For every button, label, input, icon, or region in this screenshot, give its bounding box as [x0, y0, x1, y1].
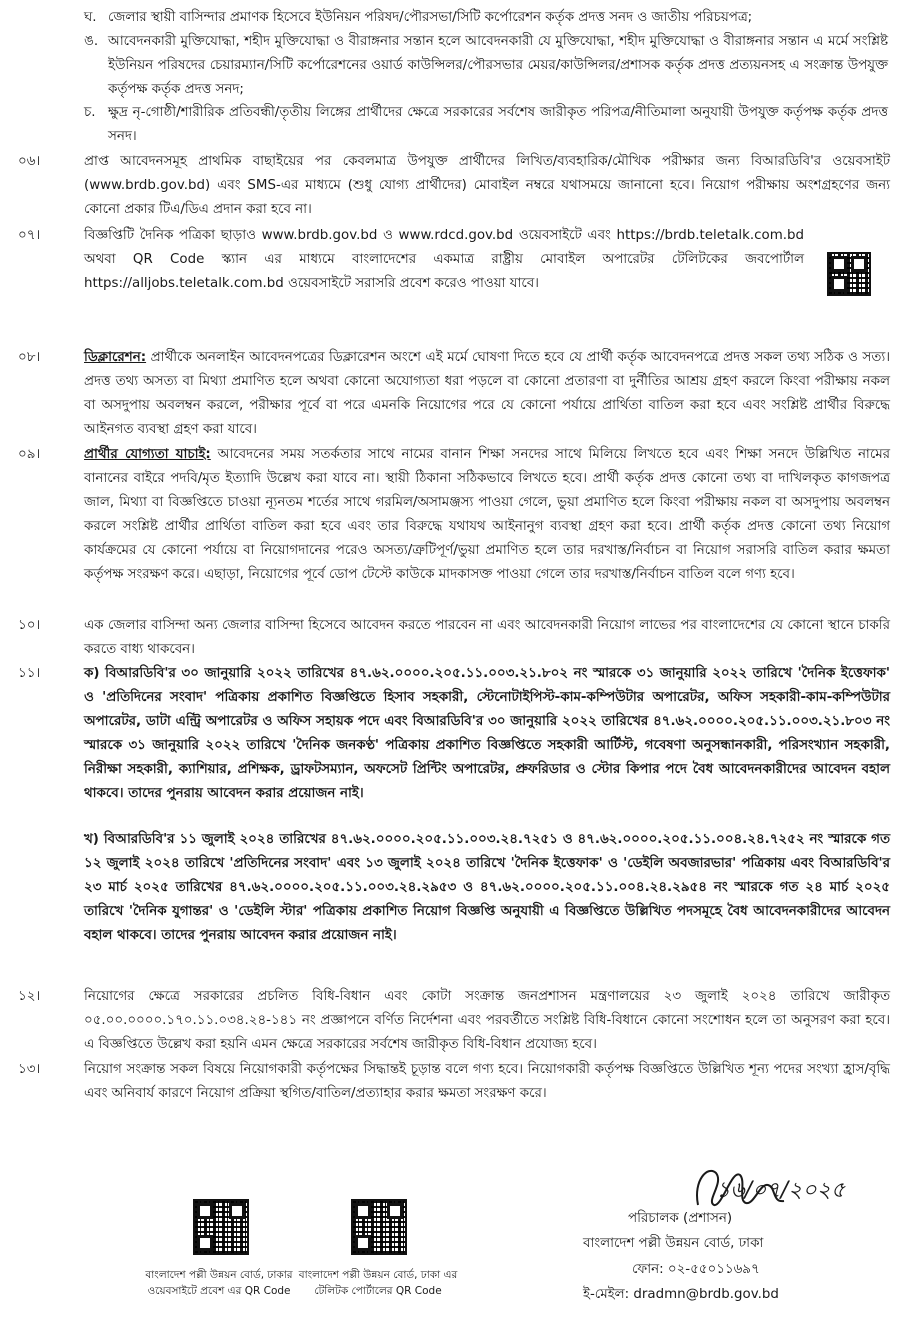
teletalk-portal-qr-code-icon[interactable]	[351, 1199, 407, 1255]
section-number-06: ০৬।	[18, 154, 41, 169]
item-label-umo: ঙ.	[84, 34, 99, 49]
section-number-12: ১২।	[18, 989, 41, 1004]
section-text-08	[84, 346, 890, 442]
section-text-11b: খ) বিআরডিবি'র ১১ জুলাই ২০২৪ তারিখের ৪৭.৬২.০০০০.২০৫.১১.০০৩.২৪.৭২৫১ ও ৪৭.৬২.০০০০.২০৫.১১.০০৪.২৪.৭২৫২ নং স্মারকে গত ১২ জুলাই ২০২৪ তারিখে 'প্রতিদিনের সংবাদ' এবং ১৩ জুলাই ২০২৪ তারিখে 'দৈনিক ইত্তেফাক' ও 'ডেইলি অবজারভার' পত্রিকায় এবং বিআরডিবি'র ২৩ মার্চ ২০২৫ তারিখের ৪৭.৬২.০০০০.২০৫.১১.০০৩.২৪.২৯৫৩ ও ৪৭.৬২.০০০০.২০৫.১১.০০৪.২৪.২৯৫৪ নং স্মারকে গত ২৪ মার্চ ২০২৫ তারিখে 'দৈনিক যুগান্তর' ও 'ডেইলি স্টার' পত্রিকায় প্রকাশিত নিয়োগ বিজ্ঞপ্তি অনুযায়ী এ বিজ্ঞপ্তিতে উল্লিখিত পদসমূহে বৈধ আবেদনকারীদের আবেদন বহাল থাকবে। তাদের পুনরায় আবেদন করার প্রয়োজন নাই।	[84, 832, 890, 943]
item-text-umo: আবেদনকারী মুক্তিযোদ্ধা, শহীদ মুক্তিযোদ্ধা ও বীরাঙ্গনার সন্তান হলে আবেদনকারী যে মুক্তিযোদ্ধা, শহীদ মুক্তিযোদ্ধা ও বীরাঙ্গনার সন্তান এ মর্মে সংশ্লিষ্ট ইউনিয়ন পরিষদের চেয়ারম্যান/সিটি কর্পোরেশনের ওয়ার্ড কাউন্সিলর/পৌরসভার মেয়র/কাউন্সিলর/প্রশাসক কর্তৃক প্রদত্ত প্রত্যয়নসহ এ সংক্রান্ত উপযুক্ত কর্তৃপক্ষ কর্তৃক প্রদত্ত সনদ;	[108, 34, 888, 97]
eligibility-body: আবেদনের সময় সতর্কতার সাথে নামের বানান শিক্ষা সনদের সাথে মিলিয়ে লিখতে হবে এবং শিক্ষা সনদে উল্লিখিত নামের বানানের বাইরে পদবি/মৃত ইত্যাদি উল্লেখ করা যাবে না। স্থায়ী ঠিকানা সঠিকভাবে লিখতে হবে। প্রার্থী কর্তৃক প্রদত্ত কোনো তথ্য বা দাখিলকৃত কাগজপত্র জাল, মিথ্যা বা বিজ্ঞপ্তিতে চাওয়া ন্যূনতম শর্তের সাথে গরমিল/অসামঞ্জস্য পাওয়া গেলে, ভুয়া প্রমাণিত হলে কিংবা পরীক্ষায় নকল বা অসদুপায় অবলম্বন করলে সংশ্লিষ্ট প্রার্থীর প্রার্থিতা বাতিল করা হবে এবং তার বিরুদ্ধে যথাযথ আইনানুগ ব্যবস্থা গ্রহণ করা হবে। প্রার্থী কর্তৃক প্রদত্ত কোনো তথ্য নিয়োগ কার্যক্রমের যে কোনো পর্যায়ে বা নিয়োগদানের পরেও অসত্য/ত্রুটিপূর্ণ/ভুয়া প্রমাণিত হলে তার দরখাস্ত/নির্বাচন বা নিয়োগ সরাসরি বাতিল করার ক্ষমতা কর্তৃপক্ষ সংরক্ষণ করে। এছাড়া, নিয়োগের পূর্বে ডোপ টেস্টে কাউকে মাদকাসক্ত পাওয়া গেলে তার দরখাস্ত/নির্বাচন বাতিল বলে গণ্য হবে।	[84, 447, 891, 582]
item-text-cha: ক্ষুদ্র নৃ-গোষ্ঠী/শারীরিক প্রতিবন্ধী/তৃতীয় লিঙ্গের প্রার্থীদের ক্ষেত্রে সরকারের সর্বশেষ জারীকৃত পরিপত্র/নীতিমালা অনুযায়ী উপযুক্ত কর্তৃপক্ষ কর্তৃক প্রদত্ত সনদ।	[108, 105, 888, 144]
section-text-10: এক জেলার বাসিন্দা অন্য জেলার বাসিন্দা হিসেবে আবেদন করতে পারবেন না এবং আবেদনকারী নিয়োগ লাভের পর বাংলাদেশের যে কোনো স্থানে চাকরি করতে বাধ্য থাকবেন।	[84, 618, 890, 657]
section-number-09: ০৯।	[18, 447, 41, 462]
section-text-06: প্রাপ্ত আবেদনসমূহ প্রাথমিক বাছাইয়ের পর কেবলমাত্র উপযুক্ত প্রার্থীদের লিখিত/ব্যবহারিক/মৌখিক পরীক্ষার জন্য বিআরডিবি'র ওয়েবসাইট (www.brdb.gov.bd) এবং SMS-এর মাধ্যমে (শুধু যোগ্য প্রার্থীদের) মোবাইল নম্বরে যথাসময়ে জানানো হবে। নিয়োগ পরীক্ষায় অংশগ্রহণের জন্য কোনো প্রকার টিএ/ডিএ প্রদান করা হবে না।	[84, 154, 890, 217]
signatory-title: পরিচালক (প্রশাসন)	[628, 1211, 733, 1226]
section-number-10: ১০।	[18, 618, 41, 633]
signature-date: ১৬/০৭/২০২৫	[716, 1178, 846, 1203]
signatory-phone: ফোন: ০২-৫৫০১১৬৯৭	[632, 1262, 760, 1277]
teletalk-qr-code-icon[interactable]	[827, 252, 871, 296]
item-text-gha: জেলার স্থায়ী বাসিন্দার প্রমাণক হিসেবে ইউনিয়ন পরিষদ/পৌরসভা/সিটি কর্পোরেশন কর্তৃক প্রদত্ত সনদ ও জাতীয় পরিচয়পত্র;	[108, 10, 753, 25]
section-text-11a: ক) বিআরডিবি'র ৩০ জানুয়ারি ২০২২ তারিখের ৪৭.৬২.০০০০.২০৫.১১.০০৩.২১.৮০২ নং স্মারকে ৩১ জানুয়ারি ২০২২ তারিখে 'দৈনিক ইত্তেফাক' ও 'প্রতিদিনের সংবাদ' পত্রিকায় প্রকাশিত বিজ্ঞপ্তিতে হিসাব সহকারী, স্টেনোটাইপিস্ট-কাম-কম্পিউটার অপারেটর, অফিস সহকারী-কাম-কম্পিউটার অপারেটর, ডাটা এন্ট্রি অপারেটর ও অফিস সহায়ক পদে এবং বিআরডিবি'র ৩০ জানুয়ারি ২০২২ তারিখের ৪৭.৬২.০০০০.২০৫.১১.০০৩.২১.৮০৩ নং স্মারকে ৩১ জানুয়ারি ২০২২ তারিখে 'দৈনিক জনকণ্ঠ' পত্রিকায় প্রকাশিত বিজ্ঞপ্তিতে সহকারী আর্টিস্ট, গবেষণা অনুসন্ধানকারী, পরিসংখ্যান সহকারী, নিরীক্ষা সহকারী, ক্যাশিয়ার, প্রশিক্ষক, ড্রাফটসম্যান, অফসেট প্রিন্টিং অপারেটর, প্রুফরিডার ও স্টোর কিপার পদে বৈধ আবেদনকারীদের আবেদন বহাল থাকবে। তাদের পুনরায় আবেদন করার প্রয়োজন নাই।	[84, 666, 890, 801]
brdb-website-qr-code-icon[interactable]	[193, 1199, 249, 1255]
section-text-09	[84, 443, 890, 587]
section-number-11: ১১।	[18, 666, 41, 681]
declaration-heading: ডিক্লারেশন:	[84, 350, 147, 365]
signatory-email[interactable]: ই-মেইল: dradmn@brdb.gov.bd	[583, 1287, 779, 1302]
item-label-gha: ঘ.	[84, 10, 97, 25]
section-text-12: নিয়োগের ক্ষেত্রে সরকারের প্রচলিত বিধি-বিধান এবং কোটা সংক্রান্ত জনপ্রশাসন মন্ত্রণালয়ের ২৩ জুলাই ২০২৪ তারিখে জারীকৃত ০৫.০০.০০০০.১৭০.১১.০৩৪.২৪-১৪১ নং প্রজ্ঞাপনে বর্ণিত নির্দেশনা এবং পরবর্তীতে সংশ্লিষ্ট বিধি-বিধানে কোনো সংশোধন হলে তা অনুসরণ করা হবে। এ বিজ্ঞপ্তিতে উল্লেখ করা হয়নি এমন ক্ষেত্রে সরকারের সর্বশেষ জারীকৃত বিধি-বিধান প্রযোজ্য হবে।	[84, 989, 890, 1052]
signatory-organization: বাংলাদেশ পল্লী উন্নয়ন বোর্ড, ঢাকা	[583, 1236, 764, 1251]
section-text-07: বিজ্ঞপ্তিটি দৈনিক পত্রিকা ছাড়াও www.brdb.gov.bd ও www.rdcd.gov.bd ওয়েবসাইটে এবং https://brdb.teletalk.com.bd অথবা QR Code স্ক্যান এর মাধ্যমে বাংলাদেশের একমাত্র রাষ্ট্রীয় মোবাইল অপারেটর টেলিটকের জবপোর্টাল https://alljobs.teletalk.com.bd ওয়েবসাইটে সরাসরি প্রবেশ করেও পাওয়া যাবে।	[84, 228, 804, 291]
brdb-website-qr-caption: বাংলাদেশ পল্লী উন্নয়ন বোর্ড, ঢাকার ওয়েবসাইটে প্রবেশ এর QR Code	[145, 1269, 293, 1297]
section-text-13: নিয়োগ সংক্রান্ত সকল বিষয়ে নিয়োগকারী কর্তৃপক্ষের সিদ্ধান্তই চূড়ান্ত বলে গণ্য হবে। নিয়োগকারী কর্তৃপক্ষ বিজ্ঞপ্তিতে উল্লিখিত শূন্য পদের সংখ্যা হ্রাস/বৃদ্ধি এবং অনিবার্য কারণে নিয়োগ প্রক্রিয়া স্থগিত/বাতিল/প্রত্যাহার করার ক্ষমতা সংরক্ষণ করে।	[84, 1062, 890, 1101]
section-number-08: ০৮।	[18, 350, 41, 365]
section-number-07: ০৭।	[18, 228, 41, 243]
teletalk-portal-qr-caption: বাংলাদেশ পল্লী উন্নয়ন বোর্ড, ঢাকা এর টেলিটক পোর্টালের QR Code	[298, 1269, 458, 1297]
section-number-13: ১৩।	[18, 1062, 41, 1077]
declaration-body: প্রার্থীকে অনলাইন আবেদনপত্রের ডিক্লারেশন অংশে এই মর্মে ঘোষণা দিতে হবে যে প্রার্থী কর্তৃক আবেদনপত্রে প্রদত্ত সকল তথ্য সঠিক ও সত্য। প্রদত্ত তথ্য অসত্য বা মিথ্যা প্রমাণিত হলে অথবা কোনো অযোগ্যতা ধরা পড়লে বা কোনো প্রতারণা বা দুর্নীতির আশ্রয় গ্রহণ করলে কিংবা পরীক্ষায় নকল বা অসদুপায় অবলম্বন করলে, পরীক্ষার পূর্বে বা পরে এমনকি নিয়োগের পরে যে কোনো পর্যায়ে প্রার্থিতা বাতিল করা হবে এবং সংশ্লিষ্ট প্রার্থীর বিরুদ্ধে আইনগত ব্যবস্থা গ্রহণ করা যাবে।	[84, 350, 890, 437]
eligibility-heading: প্রার্থীর যোগ্যতা যাচাই:	[84, 447, 211, 462]
item-label-cha: চ.	[84, 105, 96, 120]
